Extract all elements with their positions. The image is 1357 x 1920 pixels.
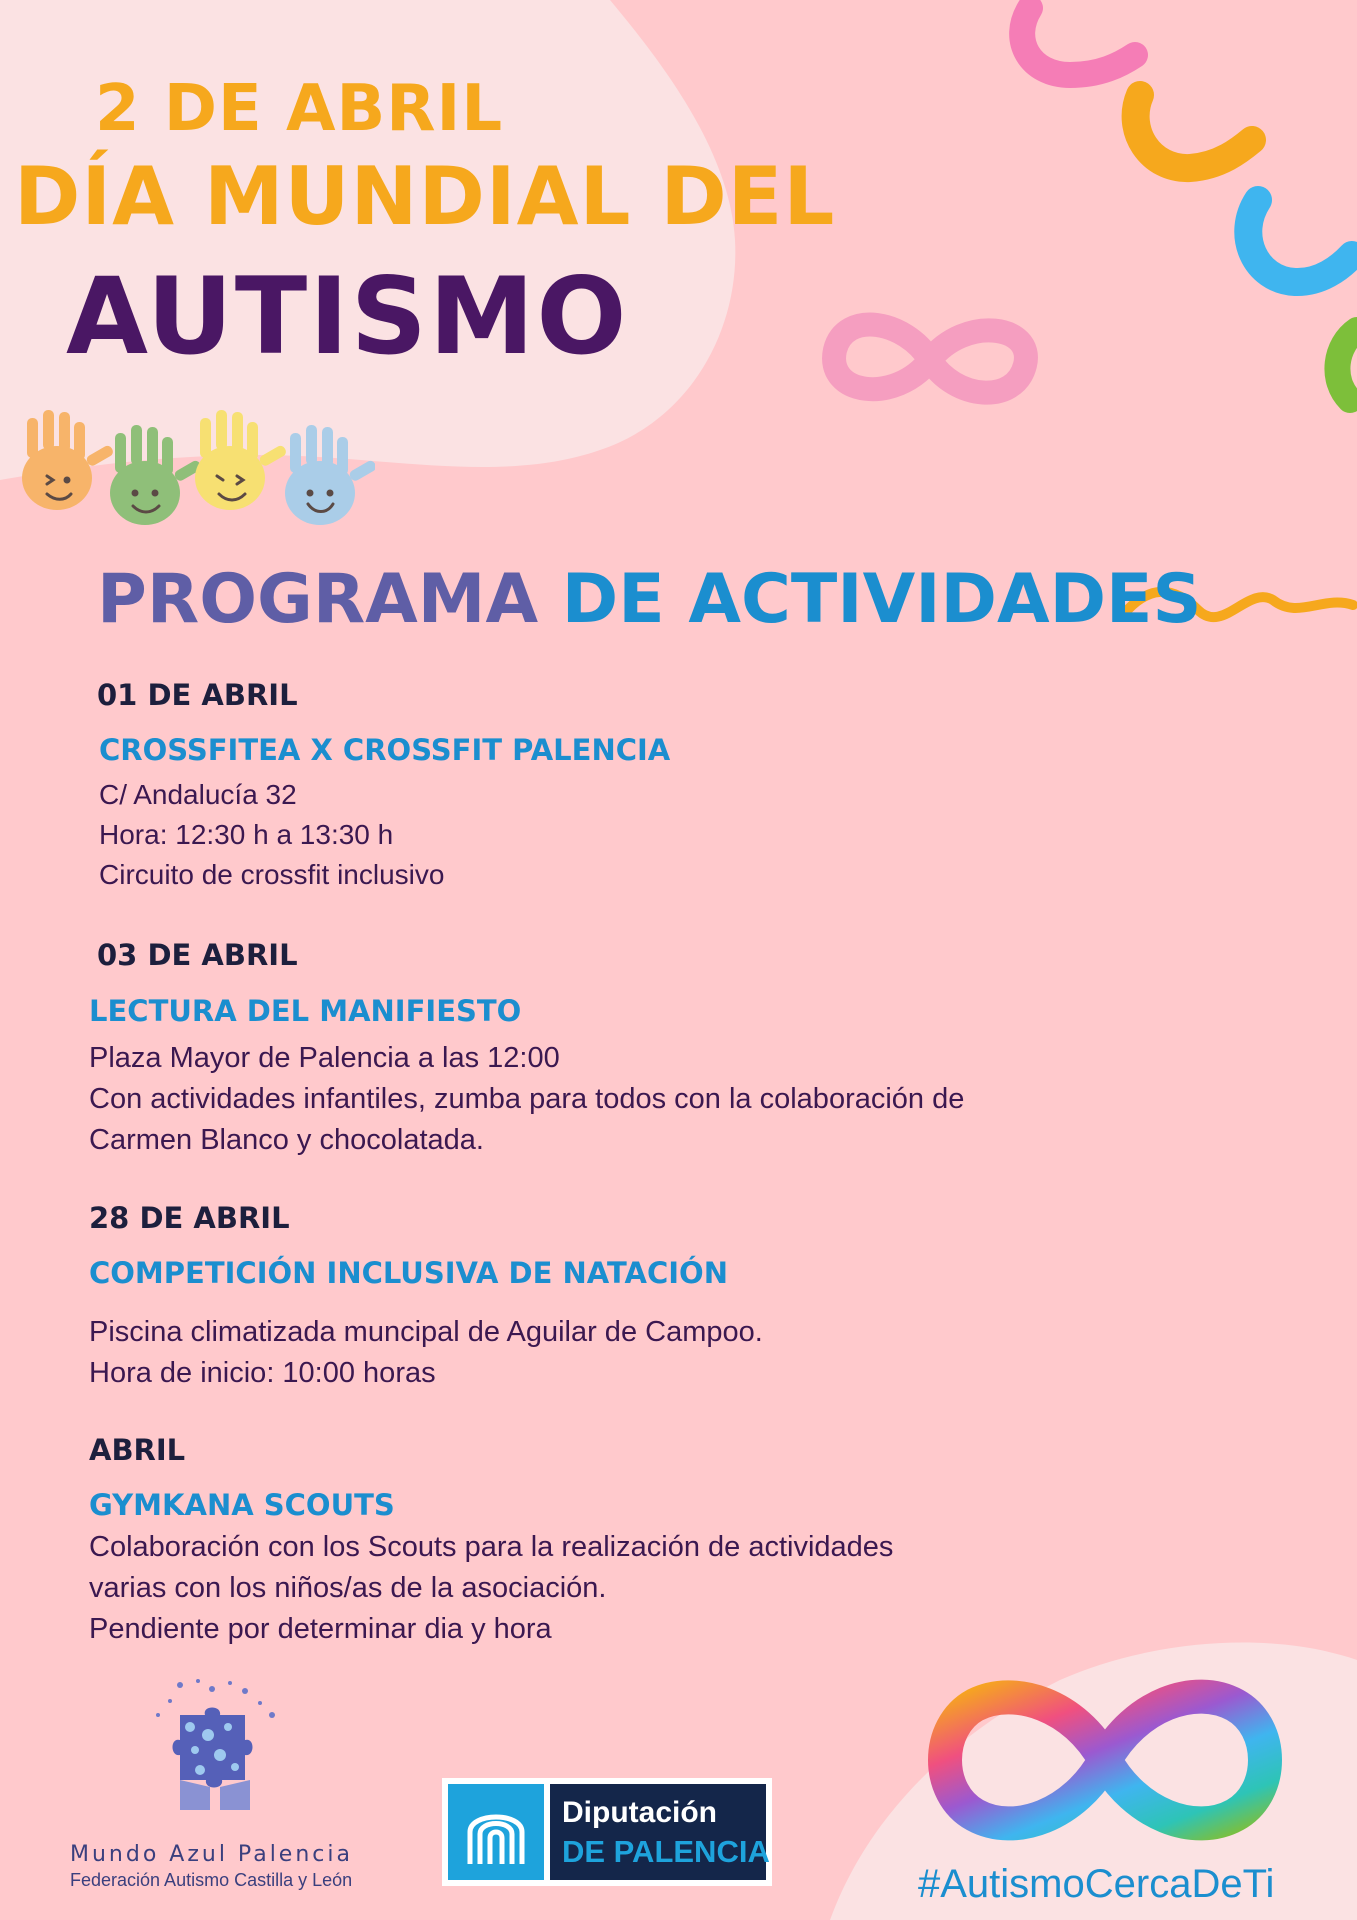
program-title-part1: PROGRAMA xyxy=(97,560,539,639)
event-1-line-1: C/ Andalucía 32 xyxy=(99,779,297,810)
event-1-title: CROSSFITEA X CROSSFIT PALENCIA xyxy=(99,733,671,767)
arch-emblem-icon xyxy=(448,1784,544,1880)
title-line-2: AUTISMO xyxy=(66,255,629,378)
event-1-line-3: Circuito de crossfit inclusivo xyxy=(99,859,445,890)
hashtag: #AutismoCercaDeTi xyxy=(918,1862,1275,1906)
rainbow-infinity-icon xyxy=(915,1665,1295,1855)
hands-decoration xyxy=(5,408,375,538)
program-title xyxy=(97,560,1201,639)
blue-hand-icon xyxy=(285,425,375,525)
title-line-1: DÍA MUNDIAL DEL xyxy=(14,150,836,243)
event-2-line-3: Carmen Blanco y chocolatada. xyxy=(89,1124,484,1156)
event-4-line-2: varias con los niños/as de la asociación. xyxy=(89,1572,607,1604)
diputacion-text-panel xyxy=(550,1784,770,1880)
event-2-line-1: Plaza Mayor de Palencia a las 12:00 xyxy=(89,1042,560,1074)
event-4 xyxy=(0,1433,1200,1650)
pink-infinity-icon xyxy=(815,300,1045,420)
org-subtitle: Federación Autismo Castilla y León xyxy=(70,1870,353,1890)
event-1-line-2: Hora: 12:30 h a 13:30 h xyxy=(99,819,394,850)
event-3-line-2: Hora de inicio: 10:00 horas xyxy=(89,1357,436,1389)
event-4-title: GYMKANA SCOUTS xyxy=(89,1488,395,1522)
event-4-line-1: Colaboración con los Scouts para la realización de actividades xyxy=(89,1531,894,1563)
yellow-hand-icon xyxy=(195,410,288,510)
org-name: Mundo Azul Palencia xyxy=(70,1842,353,1867)
puzzle-logo-icon xyxy=(150,1675,290,1820)
event-1-date: 01 DE ABRIL xyxy=(97,678,298,712)
event-3 xyxy=(0,1201,1200,1394)
event-4-date: ABRIL xyxy=(89,1433,186,1467)
event-2-date: 03 DE ABRIL xyxy=(97,938,298,972)
event-2-title: LECTURA DEL MANIFIESTO xyxy=(89,994,522,1028)
event-4-line-3: Pendiente por determinar dia y hora xyxy=(89,1613,552,1645)
event-3-date: 28 DE ABRIL xyxy=(89,1201,290,1235)
program-title-part2: DE ACTIVIDADES xyxy=(561,560,1202,639)
event-date: 2 DE ABRIL xyxy=(95,72,504,146)
sponsor-line-1: Diputación xyxy=(562,1796,717,1829)
event-1 xyxy=(0,678,1200,895)
event-2 xyxy=(0,938,1200,1161)
event-2-line-2: Con actividades infantiles, zumba para todos con la colaboración de xyxy=(89,1083,965,1115)
brush-strokes-decoration xyxy=(990,0,1357,420)
event-3-line-1: Piscina climatizada muncipal de Aguilar de Campoo. xyxy=(89,1316,763,1348)
diputacion-logo xyxy=(442,1778,772,1886)
event-3-title: COMPETICIÓN INCLUSIVA DE NATACIÓN xyxy=(89,1256,728,1290)
sponsor-line-2: DE PALENCIA xyxy=(562,1834,770,1869)
